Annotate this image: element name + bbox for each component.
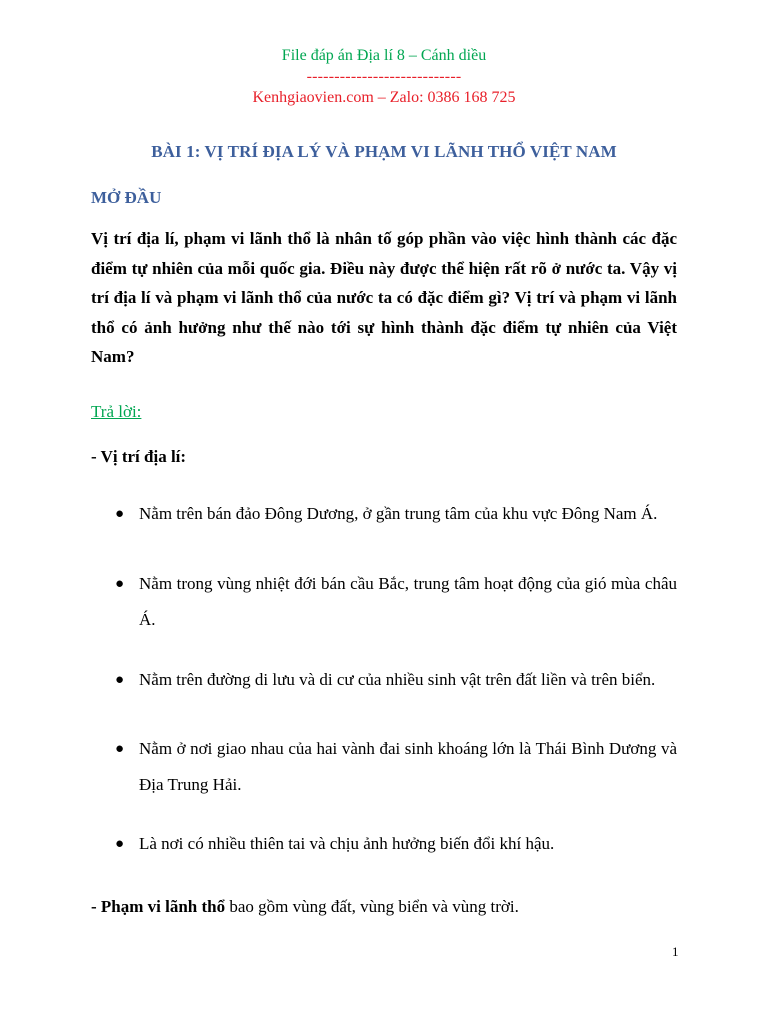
section-heading: MỞ ĐẦU — [91, 188, 162, 207]
bullet-icon: ● — [115, 672, 125, 688]
bullet-icon: ● — [115, 506, 125, 522]
bullet-text: Là nơi có nhiều thiên tai và chịu ảnh hưởng biến đổi khí hậu. — [139, 834, 555, 853]
bullet-text: Nằm trên bán đảo Đông Dương, ở gần trung tâm của khu vực Đông Nam Á. — [139, 504, 658, 523]
bullet-text: Nằm ở nơi giao nhau của hai vành đai sinh khoáng lớn là Thái Bình Dương và Địa Trung Hải. — [139, 739, 677, 794]
territory-line — [91, 897, 519, 917]
list-item — [115, 731, 677, 803]
lesson-title: BÀI 1: VỊ TRÍ ĐỊA LÝ VÀ PHẠM VI LÃNH THỔ VIỆT NAM — [151, 142, 617, 161]
page-number: 1 — [672, 944, 679, 959]
list-item — [115, 496, 677, 532]
question-paragraph: Vị trí địa lí, phạm vi lãnh thổ là nhân tố góp phần vào việc hình thành các đặc điểm tự nhiên của mỗi quốc gia. Điều này được thể hiện rất rõ ở nước ta. Vậy vị trí địa lí và phạm vi lãnh thổ của nước ta có đặc điểm gì? Vị trí và phạm vi lãnh thổ có ảnh hưởng như thế nào tới sự hình thành đặc điểm tự nhiên của Việt Nam? — [91, 229, 677, 366]
list-item — [115, 826, 677, 862]
header-contact: Kenhgiaovien.com – Zalo: 0386 168 725 — [252, 89, 516, 106]
header-divider: ---------------------------- — [306, 68, 462, 85]
territory-label: - Phạm vi lãnh thổ — [91, 897, 226, 916]
bullet-icon: ● — [115, 741, 125, 757]
bullet-icon: ● — [115, 836, 125, 852]
header-file-title: File đáp án Địa lí 8 – Cánh diều — [281, 47, 487, 64]
bullet-icon: ● — [115, 576, 125, 592]
location-heading: - Vị trí địa lí: — [91, 447, 187, 466]
list-item — [115, 566, 677, 638]
bullet-text: Nằm trên đường di lưu và di cư của nhiều sinh vật trên đất liền và trên biển. — [139, 670, 656, 689]
bullet-text: Nằm trong vùng nhiệt đới bán cầu Bắc, trung tâm hoạt động của gió mùa châu Á. — [139, 574, 677, 629]
answer-label: Trả lời: — [91, 402, 142, 421]
list-item — [115, 662, 677, 698]
territory-text: bao gồm vùng đất, vùng biển và vùng trời. — [225, 897, 519, 916]
